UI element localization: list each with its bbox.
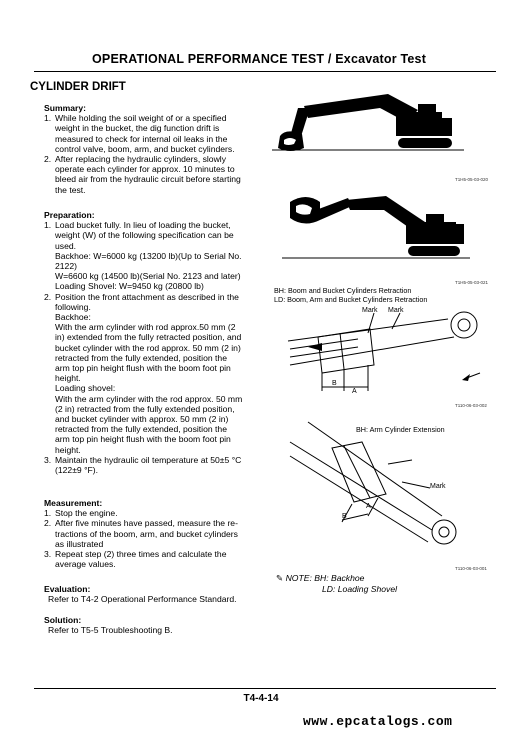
backhoe-label: Backhoe:: [55, 312, 91, 323]
caption-line: LD: Boom, Arm and Bucket Cylinders Retraction: [274, 294, 428, 304]
summary-item: [44, 154, 258, 195]
item-text: After five minutes have passed, measure the re-: [55, 518, 238, 529]
excavator-figure-1: [268, 88, 478, 183]
excavator-figure-2: [276, 188, 476, 273]
evaluation-heading: Evaluation:: [44, 584, 91, 594]
item-text: used.: [55, 240, 77, 251]
figure-3-mark-1: Mark: [362, 307, 378, 314]
measurement-item: [44, 518, 258, 549]
item-number: 1.: [44, 220, 52, 231]
item-text: the test.: [55, 184, 86, 195]
item-text: Position the front attachment as described in the: [55, 291, 239, 302]
figure-4-mark: Mark: [430, 483, 446, 490]
summary-item: [44, 113, 258, 154]
watermark: www.epcatalogs.com: [303, 714, 453, 729]
item-text: average values.: [55, 559, 116, 570]
spec-line: W=6600 kg (14500 lb)(Serial No. 2123 and later): [55, 271, 241, 282]
item-text: Stop the engine.: [55, 508, 118, 519]
item-text: weight (W) of the following specification can be: [55, 230, 234, 241]
item-text: While holding the soil weight of or a specified: [55, 113, 227, 124]
item-text: following.: [55, 301, 91, 312]
figure-3-mark-2: Mark: [388, 307, 404, 314]
preparation-heading: Preparation:: [44, 210, 95, 220]
note-block: [276, 573, 397, 595]
item-text: measured to check for internal oil leaks in the: [55, 133, 228, 144]
solution-block: [44, 615, 258, 635]
item-text: height.: [55, 373, 81, 384]
footer-rule: [34, 688, 496, 689]
cylinder-retraction-diagram: [278, 303, 500, 411]
item-text: arm top pin height flush with the boom foot pin: [55, 363, 231, 374]
item-text: weight in the bucket, the dig function drift is: [55, 123, 220, 134]
figure-4-caption: BH: Arm Cylinder Extension: [356, 425, 445, 434]
summary-block: [44, 103, 258, 195]
item-text: bucket cylinder with the rod approx. 50 mm (2 in): [55, 342, 241, 353]
item-text: operate each cylinder for approx. 10 minutes to: [55, 164, 235, 175]
item-number: 2.: [44, 291, 52, 302]
item-number: 3.: [44, 549, 52, 560]
preparation-item: [44, 292, 258, 455]
item-number: 3.: [44, 454, 52, 465]
pencil-icon: ✎: [276, 573, 284, 583]
measurement-item: [44, 508, 258, 518]
figure-3-label-a: A: [352, 388, 357, 395]
header-rule: [34, 71, 496, 72]
item-text: arm top pin height flush with the boom foot pin: [55, 434, 231, 445]
page-header-title: OPERATIONAL PERFORMANCE TEST / Excavator Test: [92, 52, 427, 66]
item-text: retracted from the fully extended, position the: [55, 352, 227, 363]
figure-4-label-b: B: [342, 513, 347, 520]
item-text: Maintain the hydraulic oil temperature at 50±5 °C: [55, 454, 242, 465]
figure-3-code: T110-06-03-002: [455, 403, 487, 408]
item-text: retracted from the fully extended, position the: [55, 424, 227, 435]
figure-4-code: T110-06-03-001: [455, 566, 487, 571]
note-line-2: LD: Loading Shovel: [322, 584, 398, 594]
caption-line: BH: Boom and Bucket Cylinders Retraction: [274, 286, 412, 295]
page-number: T4-4-14: [243, 693, 279, 704]
figure-1-code: T1H5-05-03-020: [455, 177, 489, 182]
figure-4-label-a: A: [366, 503, 371, 510]
spec-line: Backhoe: W=6000 kg (13200 lb)(Up to Serial No.: [55, 250, 242, 261]
summary-heading: Summary:: [44, 103, 87, 113]
measurement-item: [44, 549, 258, 569]
item-text: bleed air from the hydraulic circuit before starting: [55, 174, 241, 185]
solution-text: Refer to T5-5 Troubleshooting B.: [48, 625, 173, 636]
preparation-item: [44, 220, 258, 291]
item-text: and bucket cylinder with approx. 50 mm (2 in): [55, 414, 229, 425]
figure-3-label-b: B: [332, 380, 337, 387]
item-text: height.: [55, 444, 81, 455]
item-number: 1.: [44, 113, 52, 124]
preparation-block: [44, 210, 258, 475]
item-text: After replacing the hydraulic cylinders, slowly: [55, 154, 226, 165]
measurement-block: [44, 498, 258, 569]
spec-line: 2122): [55, 261, 77, 272]
arm-cylinder-extension-diagram: [282, 412, 492, 562]
shovel-label: Loading shovel:: [55, 383, 116, 394]
note-line-1: BH: Backhoe: [314, 573, 365, 583]
figure-2-code: T1H5-05-03-021: [455, 280, 489, 285]
evaluation-text: Refer to T4-2 Operational Performance Standard.: [48, 594, 237, 605]
evaluation-block: [44, 584, 258, 604]
item-text: tractions of the boom, arm, and bucket cylinders: [55, 528, 238, 539]
note-label: NOTE:: [285, 573, 312, 583]
item-text: as illustrated: [55, 538, 104, 549]
item-text: (122±9 °F).: [55, 465, 99, 476]
item-text: in) extended from the fully retracted position, and: [55, 332, 242, 343]
measurement-heading: Measurement:: [44, 498, 103, 508]
item-number: 1.: [44, 508, 52, 519]
item-text: Repeat step (2) three times and calculate the: [55, 549, 227, 560]
item-number: 2.: [44, 154, 52, 165]
item-number: 2.: [44, 518, 52, 529]
spec-line: Loading Shovel: W=9450 kg (20800 lb): [55, 281, 204, 292]
item-text: With the arm cylinder with rod approx.50 mm (2: [55, 322, 236, 333]
item-text: control valve, boom, arm, and bucket cylinders.: [55, 143, 235, 154]
item-text: With the arm cylinder with the rod approx. 50 mm: [55, 393, 243, 404]
item-text: (2 in) retracted from the fully extended position,: [55, 403, 235, 414]
solution-heading: Solution:: [44, 615, 82, 625]
section-title: CYLINDER DRIFT: [30, 81, 126, 93]
preparation-item: [44, 455, 258, 475]
item-text: Load bucket fully. In lieu of loading the bucket,: [55, 220, 231, 231]
figure-caption: [274, 287, 427, 304]
